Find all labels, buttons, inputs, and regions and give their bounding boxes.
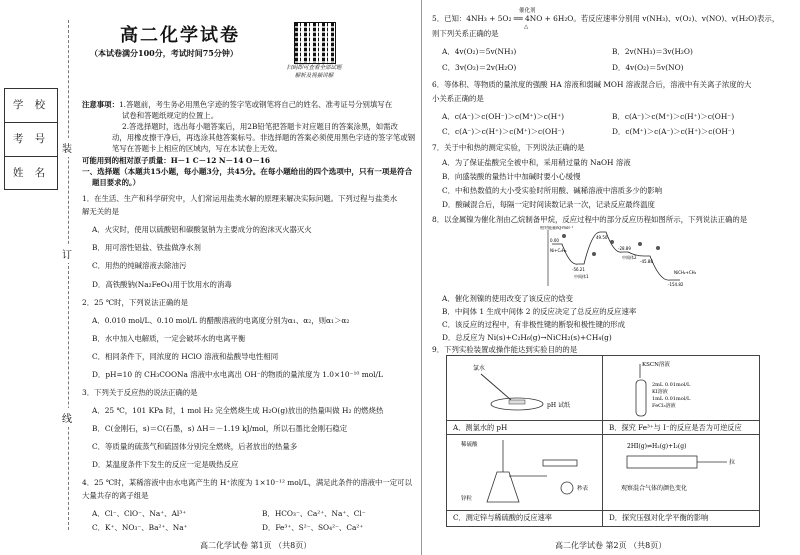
option-d[interactable]: D．某温度条件下发生的反应一定是吸热反应 — [92, 460, 239, 469]
option-d[interactable]: D．总反应为 Ni(s)+C₂H₆(g)→NiCH₂(s)+CH₄(g) — [442, 333, 612, 342]
molecule-icon — [562, 234, 566, 238]
diagram-label: pH 试纸 — [547, 402, 570, 409]
notice-line: 笔写在答题卡上相应的区域内，写在本试卷上无效。 — [112, 144, 282, 153]
option-d[interactable]: D．pH=10 的 CH₃COONa 溶液中水电离出 OH⁻的物质的量浓度为 1.0×10⁻¹⁰ mol/L — [92, 370, 383, 379]
option-c[interactable]: C．用热的纯碱溶液去除油污 — [92, 261, 187, 270]
diagram-label: 2HI(g)⇌H₂(g)+I₂(g) — [627, 443, 687, 450]
option-b[interactable]: B．向盛装酸的量热计中加碱时要小心缓慢 — [442, 172, 581, 181]
notice-line: 试卷和答题纸规定的位置上。 — [122, 111, 219, 120]
option-a[interactable]: A．c(A⁻)＞c(OH⁻)＞c(M⁺)＞c(H⁺) — [442, 112, 564, 121]
option-c[interactable]: C．相同条件下，同浓度的 HClO 溶液和盐酸导电性相同 — [92, 352, 279, 361]
energy-point-label: -45.88 — [640, 259, 653, 264]
question-stem: 7．关于中和热的测定实验，下列说法正确的是 — [432, 143, 585, 152]
qr-note: 扫码即可查看全部试题解析及视频讲解 — [286, 65, 342, 79]
option-d[interactable]: D．高铁酸钠(Na₂FeO₄)用于饮用水的消毒 — [92, 280, 232, 289]
energy-point-label: -56.21 — [572, 267, 585, 272]
experiment-caption[interactable]: C．测定锌与稀硫酸的反应速率 — [453, 513, 552, 522]
name-field: 姓 名 — [12, 167, 50, 179]
option-b[interactable]: B．用可溶性铝盐、铁盐做净水剂 — [92, 243, 201, 252]
diagram-label: 秒表 — [577, 486, 589, 492]
molecule-icon — [638, 242, 642, 246]
diagram-label: 锌粒 — [461, 496, 473, 502]
option-d[interactable]: D．4v(O₂)＝5v(NO) — [612, 63, 684, 72]
grid-divider — [447, 510, 759, 511]
option-c[interactable]: C．c(A⁻)＞c(H⁺)＞c(M⁺)＞c(OH⁻) — [442, 127, 565, 136]
binding-mark-ding: 订 — [62, 244, 72, 263]
diagram-label: KSCN溶液 — [642, 362, 670, 368]
catalyst-label: 催化剂 — [519, 8, 536, 14]
energy-profile-diagram — [540, 226, 700, 288]
binding-mark-zhuang: 装 — [62, 138, 72, 157]
section-heading-cont: 题目要求的。） — [92, 178, 141, 187]
notice-line: 2.答选择题时，选出每小题答案后，用2B铅笔把答题卡对应题目的答案涂黑，如需改 — [122, 122, 398, 131]
student-info-box — [4, 88, 58, 190]
conical-flask — [487, 472, 519, 502]
option-d[interactable]: D．酸碱混合后，每隔一定时间读数记录一次，记录反应最终温度 — [442, 200, 655, 209]
option-b[interactable]: B．HCO₃⁻、Ca²⁺、Na⁺、Cl⁻ — [262, 509, 366, 518]
intermediate-label: 中间体1 — [574, 274, 589, 279]
question-stem: 解无关的是 — [82, 207, 119, 216]
grid-divider — [447, 420, 759, 421]
grid-divider — [447, 434, 759, 435]
page-divider — [421, 0, 422, 555]
diagram-label: KI溶液 — [652, 389, 668, 395]
experiment-caption[interactable]: D．探究压强对化学平衡的影响 — [609, 513, 709, 522]
option-b[interactable]: B．2v(NH₃)＝3v(H₂O) — [612, 47, 693, 56]
option-c[interactable]: C．3v(O₂)＝2v(H₂O) — [442, 63, 517, 72]
question-stem: 2．25 ℃时，下列说法正确的是 — [82, 298, 189, 307]
qr-code[interactable] — [294, 22, 336, 64]
zinc-rate-diagram — [457, 436, 597, 508]
molecule-icon — [656, 246, 660, 250]
atomic-masses: 可能用到的相对原子质量：H－1 C－12 N－14 O－16 — [82, 156, 271, 165]
reaction-path — [552, 232, 680, 280]
energy-point-label: 49.50 — [596, 235, 608, 240]
question-stem: 则下列关系正确的是 — [432, 29, 499, 38]
option-c[interactable]: C．等质量的硫蒸气和硫固体分别完全燃烧，后者放出的热量多 — [92, 442, 298, 451]
experiment-caption[interactable]: A．测氯水的 pH — [453, 423, 508, 432]
option-c[interactable]: C．中和热数值的大小受实验时所用酸、碱稀溶液中溶质多少的影响 — [442, 186, 662, 195]
energy-point-label: -28.89 — [618, 246, 631, 251]
start-label: Ni+C₂H₆ — [550, 248, 567, 253]
question-stem: 大量共存的离子组是 — [82, 491, 149, 500]
option-a[interactable]: A．催化剂镍的使用改变了该反应的焓变 — [442, 294, 573, 303]
question-stem: 1．在生活、生产和科学研究中，人们常运用盐类水解的原理来解决实际问题。下列过程与盐类水 — [82, 194, 398, 203]
question-stem: 9．下列实验装置或操作能达到实验目的的是 — [432, 345, 578, 354]
notice-label: 注意事项： — [82, 100, 119, 109]
energy-point-label: 0.00 — [550, 238, 559, 243]
option-a[interactable]: A．火灾时，使用以硫酸铝和碳酸氢钠为主要成分的泡沫灭火器灭火 — [92, 225, 312, 234]
option-b[interactable]: B．中间体 1 生成中间体 2 的反应决定了总反应的反应速率 — [442, 307, 637, 316]
notice-line: 1.答题前，考生务必用黑色字迹的签字笔或钢笔将自己的姓名、准考证号分别填写在 — [118, 100, 393, 109]
school-field: 学 校 — [5, 89, 57, 123]
energy-point-label: -154.82 — [668, 282, 684, 287]
exam-number-field: 考 号 — [5, 123, 57, 157]
molecule-icon — [592, 252, 596, 256]
test-tube — [636, 380, 646, 416]
energy-axis-label: 相对能量/kJ·mol⁻¹ — [540, 226, 574, 230]
option-a[interactable]: A．0.010 mol/L、0.10 mol/L 的醋酸溶液的电离度分别为α₁、α₂，则α₁＞α₂ — [92, 316, 350, 325]
section-heading: 一、选择题（本题共15小题，每小题3分，共45分。在每小题给出的四个选项中，只有一项是符合 — [82, 167, 413, 176]
option-d[interactable]: D．c(M⁺)＞c(A⁻)＞c(H⁺)＞c(OH⁻) — [612, 127, 735, 136]
syringe — [543, 460, 577, 466]
diagram-label: 观察混合气体的颜色变化 — [621, 485, 688, 492]
ph-paper — [509, 400, 525, 404]
product-label: NiCH₂+CH₄ — [674, 270, 697, 275]
option-b[interactable]: B．C(金刚石，s)＝C(石墨，s) ΔH＝－1.19 kJ/mol，所以石墨比金刚石稳定 — [92, 424, 348, 433]
binding-line — [68, 20, 69, 530]
grid-divider — [602, 356, 603, 526]
question-stem: 5．已知：4NH₃ + 5O₂ ══ 4NO + 6H₂O。若反应速率分别用 v(NH₃)、v(O₂)、v(NO)、v(H₂O)表示， — [432, 14, 780, 23]
diagram-label: FeCl₃溶液 — [652, 403, 676, 409]
question-stem: 3．下列关于反应热的说法正确的是 — [82, 388, 198, 397]
option-c[interactable]: C．K⁺、NO₃⁻、Ba²⁺、Na⁺ — [92, 523, 188, 532]
question-stem: 4．25 ℃时，某稀溶液中由水电离产生的 H⁺浓度为 1×10⁻¹² mol/L，满足此条件的溶液中一定可以 — [82, 478, 412, 487]
binding-mark-xian: 线 — [62, 408, 72, 427]
page-footer: 高二化学试卷 第1页 （共8页） — [200, 541, 312, 550]
diagram-label: 稀硫酸 — [461, 442, 478, 448]
molecule-icon — [610, 240, 614, 244]
diagram-label: 拉 — [729, 459, 736, 466]
option-b[interactable]: B．c(A⁻)＞c(M⁺)＞c(H⁺)＞c(OH⁻) — [612, 112, 735, 121]
page-title: 高二化学试卷 — [120, 25, 240, 46]
ph-test-diagram — [467, 360, 587, 418]
diagram-label: 1mL 0.01mol/L — [652, 396, 691, 402]
exam-subtitle: （本试卷满分100分，考试时间75分钟） — [90, 48, 238, 58]
option-a[interactable]: A．4v(O₂)＝5v(NH₃) — [442, 47, 517, 56]
glass-rod — [481, 374, 511, 400]
diagram-label: 氯水 — [473, 365, 486, 372]
option-a[interactable]: A．25 ℃，101 KPa 时，1 mol H₂ 完全燃烧生成 H₂O(g)放出的热量叫做 H₂ 的燃烧热 — [92, 406, 384, 415]
question-stem: 8．以金属镍为催化剂由乙烷制备甲烷，反应过程中的部分反应历程如图所示，下列说法正确的是 — [432, 215, 748, 224]
intermediate-label: 中间体2 — [622, 255, 637, 260]
syringe-barrel — [627, 456, 697, 468]
question-stem: 6．等体积、等物质的量浓度的强酸 HA 溶液和弱碱 MOH 溶液混合后，溶液中有关离子浓度的大 — [432, 80, 752, 89]
pressure-equilibrium-diagram — [617, 438, 757, 508]
stopwatch-icon — [561, 482, 573, 494]
diagram-label: 2mL 0.01mol/L — [652, 382, 691, 388]
option-a[interactable]: A．Cl⁻、ClO⁻、Na⁺、Al³⁺ — [92, 509, 187, 518]
option-c[interactable]: C．该反应的过程中，有非极性键的断裂和极性键的形成 — [442, 320, 626, 329]
experiment-caption[interactable]: B．探究 Fe³⁺与 I⁻的反应是否为可逆反应 — [609, 423, 742, 432]
option-d[interactable]: D．Fe³⁺、S²⁻、SO₄²⁻、Ca²⁺ — [262, 523, 364, 532]
page-footer: 高二化学试卷 第2页 （共8页） — [555, 541, 667, 550]
option-a[interactable]: A．为了保证盐酸完全被中和，采用稍过量的 NaOH 溶液 — [442, 158, 631, 167]
heat-label: △ — [524, 24, 529, 30]
fe-i-reaction-diagram — [622, 358, 742, 420]
experiment-grid — [446, 355, 760, 527]
option-b[interactable]: B．水中加入电解质，一定会破坏水的电离平衡 — [92, 334, 246, 343]
notice-line: 动，用橡皮擦干净后，再选涂其他答案标号。非选择题的答案必须使用黑色字迹的签字笔或钢 — [112, 133, 416, 142]
question-stem: 小关系正确的是 — [432, 94, 484, 103]
